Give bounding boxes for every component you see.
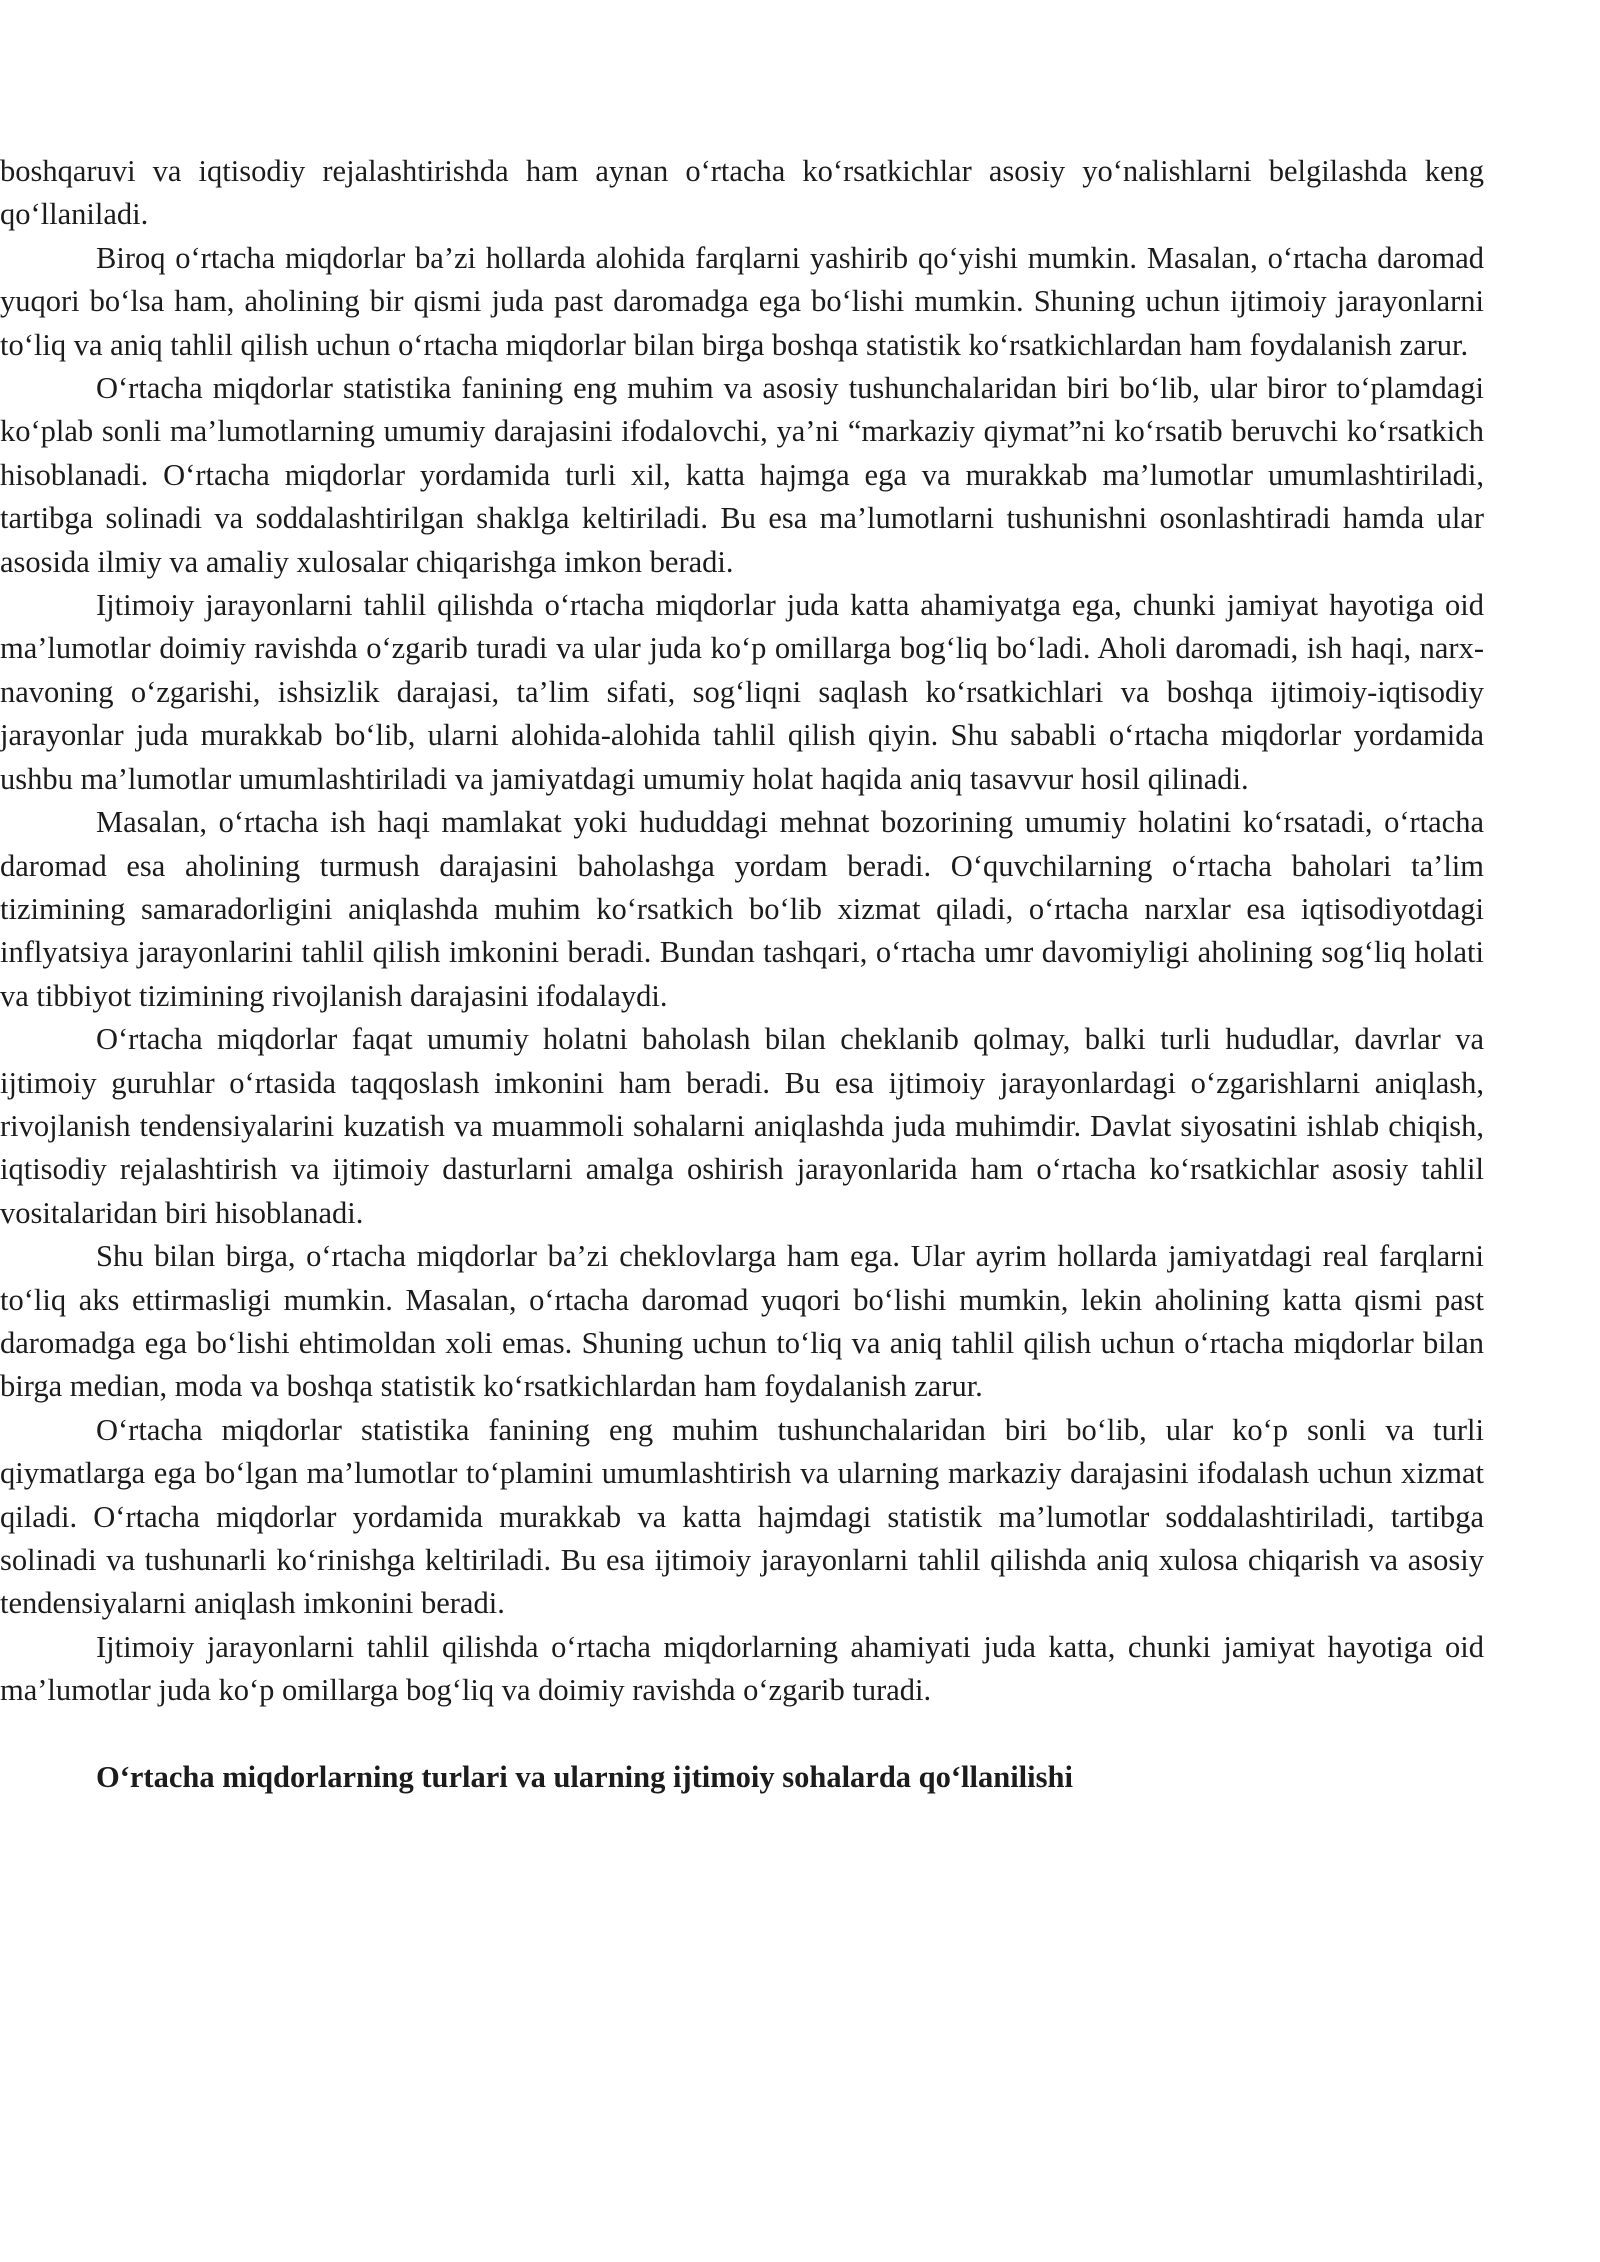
paragraph-7: Shu bilan birga, o‘rtacha miqdorlar ba’zi cheklovlarga ham ega. Ular ayrim hollarda jamiyatdagi real farqlarni to‘liq aks ettirmasligi mumkin. Masalan, o‘rtacha daromad yuqori bo‘lishi mumkin, lekin aholining katta qismi past daromadga ega bo‘lishi ehtimoldan xoli emas. Shuning uchun to‘liq va aniq tahlil qilish uchun o‘rtacha miqdorlar bilan birga median, moda va boshqa statistik ko‘rsatkichlardan ham foydalanish zarur. bbox=[0, 1239, 1484, 1404]
paragraph-6: O‘rtacha miqdorlar faqat umumiy holatni baholash bilan cheklanib qolmay, balki turli hududlar, davrlar va ijtimoiy guruhlar o‘rtasida taqqoslash imkonini ham beradi. Bu esa ijtimoiy jarayonlardagi o‘zgarishlarni aniqlash, rivojlanish tendensiyalarini kuzatish va muammoli sohalarni aniqlashda juda muhimdir. Davlat siyosatini ishlab chiqish, iqtisodiy rejalashtirish va ijtimoiy dasturlarni amalga oshirish jarayonlarida ham o‘rtacha ko‘rsatkichlar asosiy tahlil vositalaridan biri hisoblanadi. bbox=[0, 1022, 1484, 1230]
paragraph-2: Biroq o‘rtacha miqdorlar ba’zi hollarda alohida farqlarni yashirib qo‘yishi mumkin. Masalan, o‘rtacha daromad yuqori bo‘lsa ham, aholining bir qismi juda past daromadga ega bo‘lishi mumkin. Shuning uchun ijtimoiy jarayonlarni to‘liq va aniq tahlil qilish uchun o‘rtacha miqdorlar bilan birga boshqa statistik ko‘rsatkichlardan ham foydalanish zarur. bbox=[0, 240, 1484, 362]
paragraph-1: boshqaruvi va iqtisodiy rejalashtirishda ham aynan o‘rtacha ko‘rsatkichlar asosiy yo‘nalishlarni belgilashda keng qo‘llaniladi. bbox=[0, 154, 1484, 232]
paragraph-3: O‘rtacha miqdorlar statistika fanining eng muhim va asosiy tushunchalaridan biri bo‘lib, ular biror to‘plamdagi ko‘plab sonli ma’lumotlarning umumiy darajasini ifodalovchi, ya’ni “markaziy qiymat”ni ko‘rsatib beruvchi ko‘rsatkich hisoblanadi. O‘rtacha miqdorlar yordamida turli xil, katta hajmga ega va murakkab ma’lumotlar umumlashtiriladi, tartibga solinadi va soddalashtirilgan shaklga keltiriladi. Bu esa ma’lumotlarni tushunishni osonlashtiradi hamda ular asosida ilmiy va amaliy xulosalar chiqarishga imkon beradi. bbox=[0, 371, 1484, 579]
paragraph-4: Ijtimoiy jarayonlarni tahlil qilishda o‘rtacha miqdorlar juda katta ahamiyatga ega, chunki jamiyat hayotiga oid ma’lumotlar doimiy ravishda o‘zgarib turadi va ular juda ko‘p omillarga bog‘liq bo‘ladi. Aholi daromadi, ish haqi, narx-navoning o‘zgarishi, ishsizlik darajasi, ta’lim sifati, sog‘liqni saqlash ko‘rsatkichlari va boshqa ijtimoiy-iqtisodiy jarayonlar juda murakkab bo‘lib, ularni alohida-alohida tahlil qilish qiyin. Shu sababli o‘rtacha miqdorlar yordamida ushbu ma’lumotlar umumlashtiriladi va jamiyatdagi umumiy holat haqida aniq tasavvur hosil qilinadi. bbox=[0, 588, 1484, 796]
paragraph-8: O‘rtacha miqdorlar statistika fanining eng muhim tushunchalaridan biri bo‘lib, ular ko‘p sonli va turli qiymatlarga ega bo‘lgan ma’lumotlar to‘plamini umumlashtirish va ularning markaziy darajasini ifodalash uchun xizmat qiladi. O‘rtacha miqdorlar yordamida murakkab va katta hajmdagi statistik ma’lumotlar soddalashtiriladi, tartibga solinadi va tushunarli ko‘rinishga keltiriladi. Bu esa ijtimoiy jarayonlarni tahlil qilishda aniq xulosa chiqarish va asosiy tendensiyalarni aniqlash imkonini beradi. bbox=[0, 1412, 1484, 1621]
document-page bbox=[0, 150, 1484, 1799]
paragraph-5: Masalan, o‘rtacha ish haqi mamlakat yoki hududdagi mehnat bozorining umumiy holatini ko‘rsatadi, o‘rtacha daromad esa aholining turmush darajasini baholashga yordam beradi. O‘quvchilarning o‘rtacha baholari ta’lim tizimining samaradorligini aniqlashda muhim ko‘rsatkich bo‘lib xizmat qiladi, o‘rtacha narxlar esa iqtisodiyotdagi inflyatsiya jarayonlarini tahlil qilish imkonini beradi. Bundan tashqari, o‘rtacha umr davomiyligi aholining sog‘liq holati va tibbiyot tizimining rivojlanish darajasini ifodalaydi. bbox=[0, 805, 1484, 1013]
paragraph-9: Ijtimoiy jarayonlarni tahlil qilishda o‘rtacha miqdorlarning ahamiyati juda katta, chunki jamiyat hayotiga oid ma’lumotlar juda ko‘p omillarga bog‘liq va doimiy ravishda o‘zgarib turadi. bbox=[0, 1629, 1484, 1708]
section-heading: O‘rtacha miqdorlarning turlari va ularning ijtimoiy sohalarda qo‘llanilishi bbox=[96, 1759, 1073, 1794]
